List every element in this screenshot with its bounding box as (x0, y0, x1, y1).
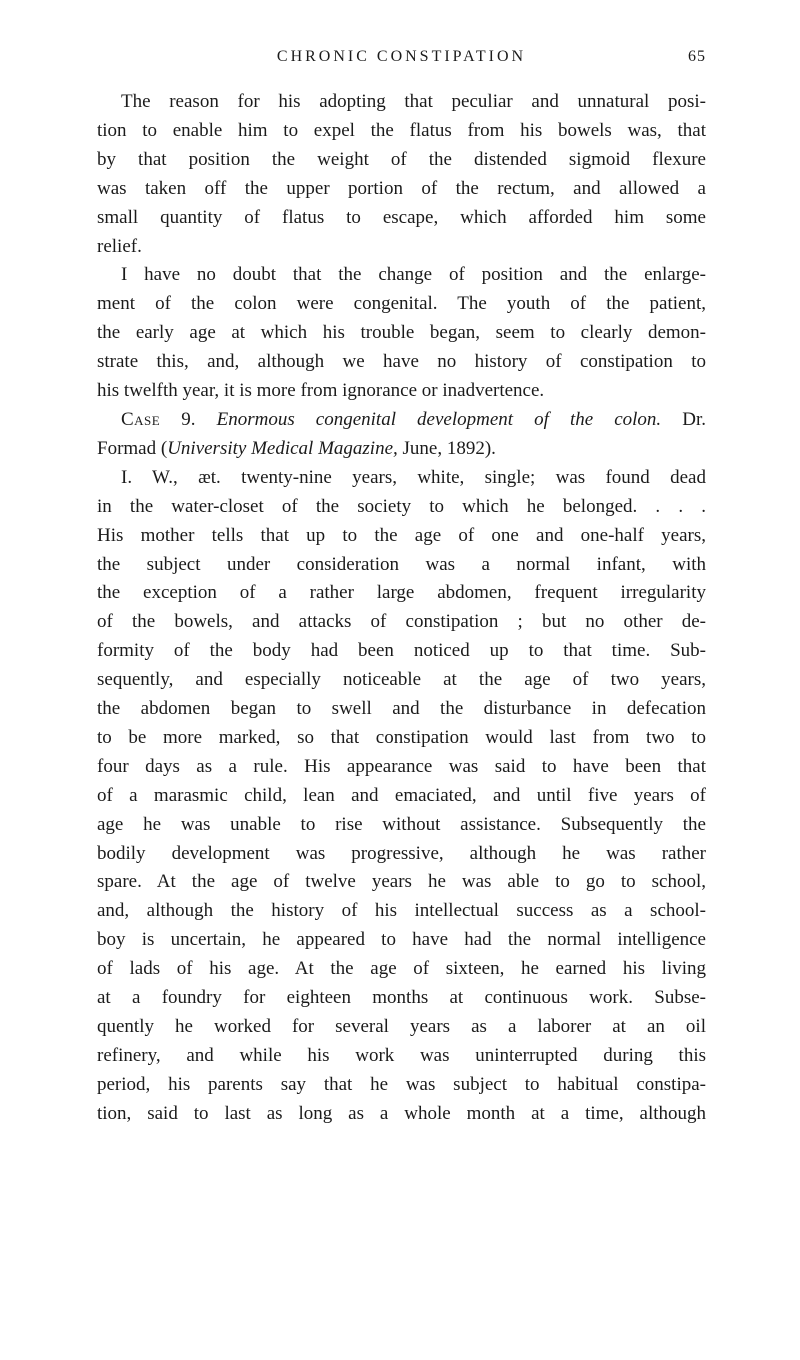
text-segment: period, his parents say that he was subject to habitual constipa- (97, 1073, 706, 1095)
text-segment: was taken off the upper portion of the rectum, and allowed a (97, 177, 706, 199)
text-segment: tion, said to last as long as a whole month at a time, although (97, 1102, 706, 1124)
text-segment: and, although the history of his intellectual success as a school- (97, 900, 706, 922)
page-number: 65 (688, 48, 706, 65)
text-segment: The reason for his adopting that peculiar and unnatural posi- (121, 91, 706, 112)
text-segment: in the water-closet of the society to which he belonged. . . . (97, 495, 706, 517)
text-segment: the abdomen began to swell and the disturbance in defecation (97, 698, 706, 720)
text-segment: by that position the weight of the distended sigmoid flexure (97, 148, 706, 170)
text-segment: of the bowels, and attacks of constipation ; but no other de- (97, 611, 706, 633)
text-segment: the exception of a rather large abdomen, frequent irregularity (97, 582, 706, 604)
text-segment: spare. At the age of twelve years he was able to go to school, (97, 871, 706, 893)
text-segment: small quantity of flatus to escape, which afforded him some (97, 206, 706, 228)
text-line (97, 319, 706, 348)
running-title: CHRONIC CONSTIPATION (276, 48, 527, 65)
text-segment: His mother tells that up to the age of one and one-half years, (97, 524, 706, 546)
text-line (97, 290, 706, 319)
text-segment: boy is uncertain, he appeared to have had the normal intelligence (97, 929, 706, 951)
text-line (97, 868, 706, 897)
text-line (97, 840, 706, 869)
text-line (97, 88, 706, 117)
text-segment: Enormous congenital development of the colon. (216, 408, 662, 430)
text-line (97, 1100, 706, 1129)
text-line (97, 406, 706, 435)
text-line (97, 377, 706, 406)
text-line (97, 1042, 706, 1071)
text-line (97, 753, 706, 782)
text-line (97, 522, 706, 551)
text-segment: University Medical Magazine, (167, 437, 398, 459)
text-segment: his twelfth year, it is more from ignorance or inadvertence. (97, 380, 545, 402)
text-line (97, 1013, 706, 1042)
text-line (97, 204, 706, 233)
text-segment: the subject under consideration was a normal infant, with (97, 553, 706, 575)
text-segment: quently he worked for several years as a laborer at an oil (97, 1016, 706, 1037)
text-line (97, 926, 706, 955)
text-segment: Case (121, 408, 161, 430)
text-line (97, 811, 706, 840)
text-line (97, 435, 706, 464)
text-segment: of a marasmic child, lean and emaciated, and until five years of (97, 784, 706, 806)
text-segment: June, 1892). (397, 437, 496, 459)
text-line (97, 608, 706, 637)
text-line (97, 984, 706, 1013)
text-block (97, 88, 706, 1129)
text-segment: bodily development was progressive, although he was rather (97, 842, 706, 864)
text-segment: ment of the colon were congenital. The youth of the patient, (97, 293, 706, 315)
page-header (97, 48, 706, 70)
text-line (97, 348, 706, 377)
text-segment: Formad ( (97, 437, 168, 459)
text-segment: at a foundry for eighteen months at continuous work. Subse- (97, 987, 706, 1009)
text-segment: sequently, and especially noticeable at the age of two years, (97, 669, 706, 691)
text-line (97, 146, 706, 175)
text-segment: Dr. (661, 408, 706, 430)
text-line (97, 666, 706, 695)
text-line (97, 897, 706, 926)
text-segment: refinery, and while his work was uninterrupted during this (97, 1044, 706, 1066)
text-line (97, 579, 706, 608)
text-line (97, 175, 706, 204)
text-line (97, 233, 706, 262)
text-line (97, 782, 706, 811)
text-line (97, 1071, 706, 1100)
text-line (97, 551, 706, 580)
text-line (97, 493, 706, 522)
text-line (97, 955, 706, 984)
text-segment: formity of the body had been noticed up to that time. Sub- (97, 640, 706, 662)
text-line (97, 695, 706, 724)
text-segment: the early age at which his trouble began, seem to clearly demon- (97, 322, 706, 344)
text-segment: of lads of his age. At the age of sixteen, he earned his living (97, 958, 706, 980)
text-segment: I have no doubt that the change of position and the enlarge- (121, 264, 706, 286)
text-segment: tion to enable him to expel the flatus from his bowels was, that (97, 119, 706, 141)
text-line (97, 117, 706, 146)
text-segment: to be more marked, so that constipation would last from two to (97, 726, 706, 748)
text-segment: 9. (160, 408, 217, 430)
text-line (97, 637, 706, 666)
text-segment: I. W., æt. twenty-nine years, white, single; was found dead (121, 466, 706, 488)
text-segment: relief. (97, 235, 142, 257)
text-line (97, 261, 706, 290)
text-line (97, 464, 706, 493)
text-segment: four days as a rule. His appearance was said to have been that (97, 755, 706, 777)
text-line (97, 724, 706, 753)
text-segment: age he was unable to rise without assistance. Subsequently the (97, 813, 706, 835)
text-segment: strate this, and, although we have no history of constipation to (97, 351, 706, 373)
